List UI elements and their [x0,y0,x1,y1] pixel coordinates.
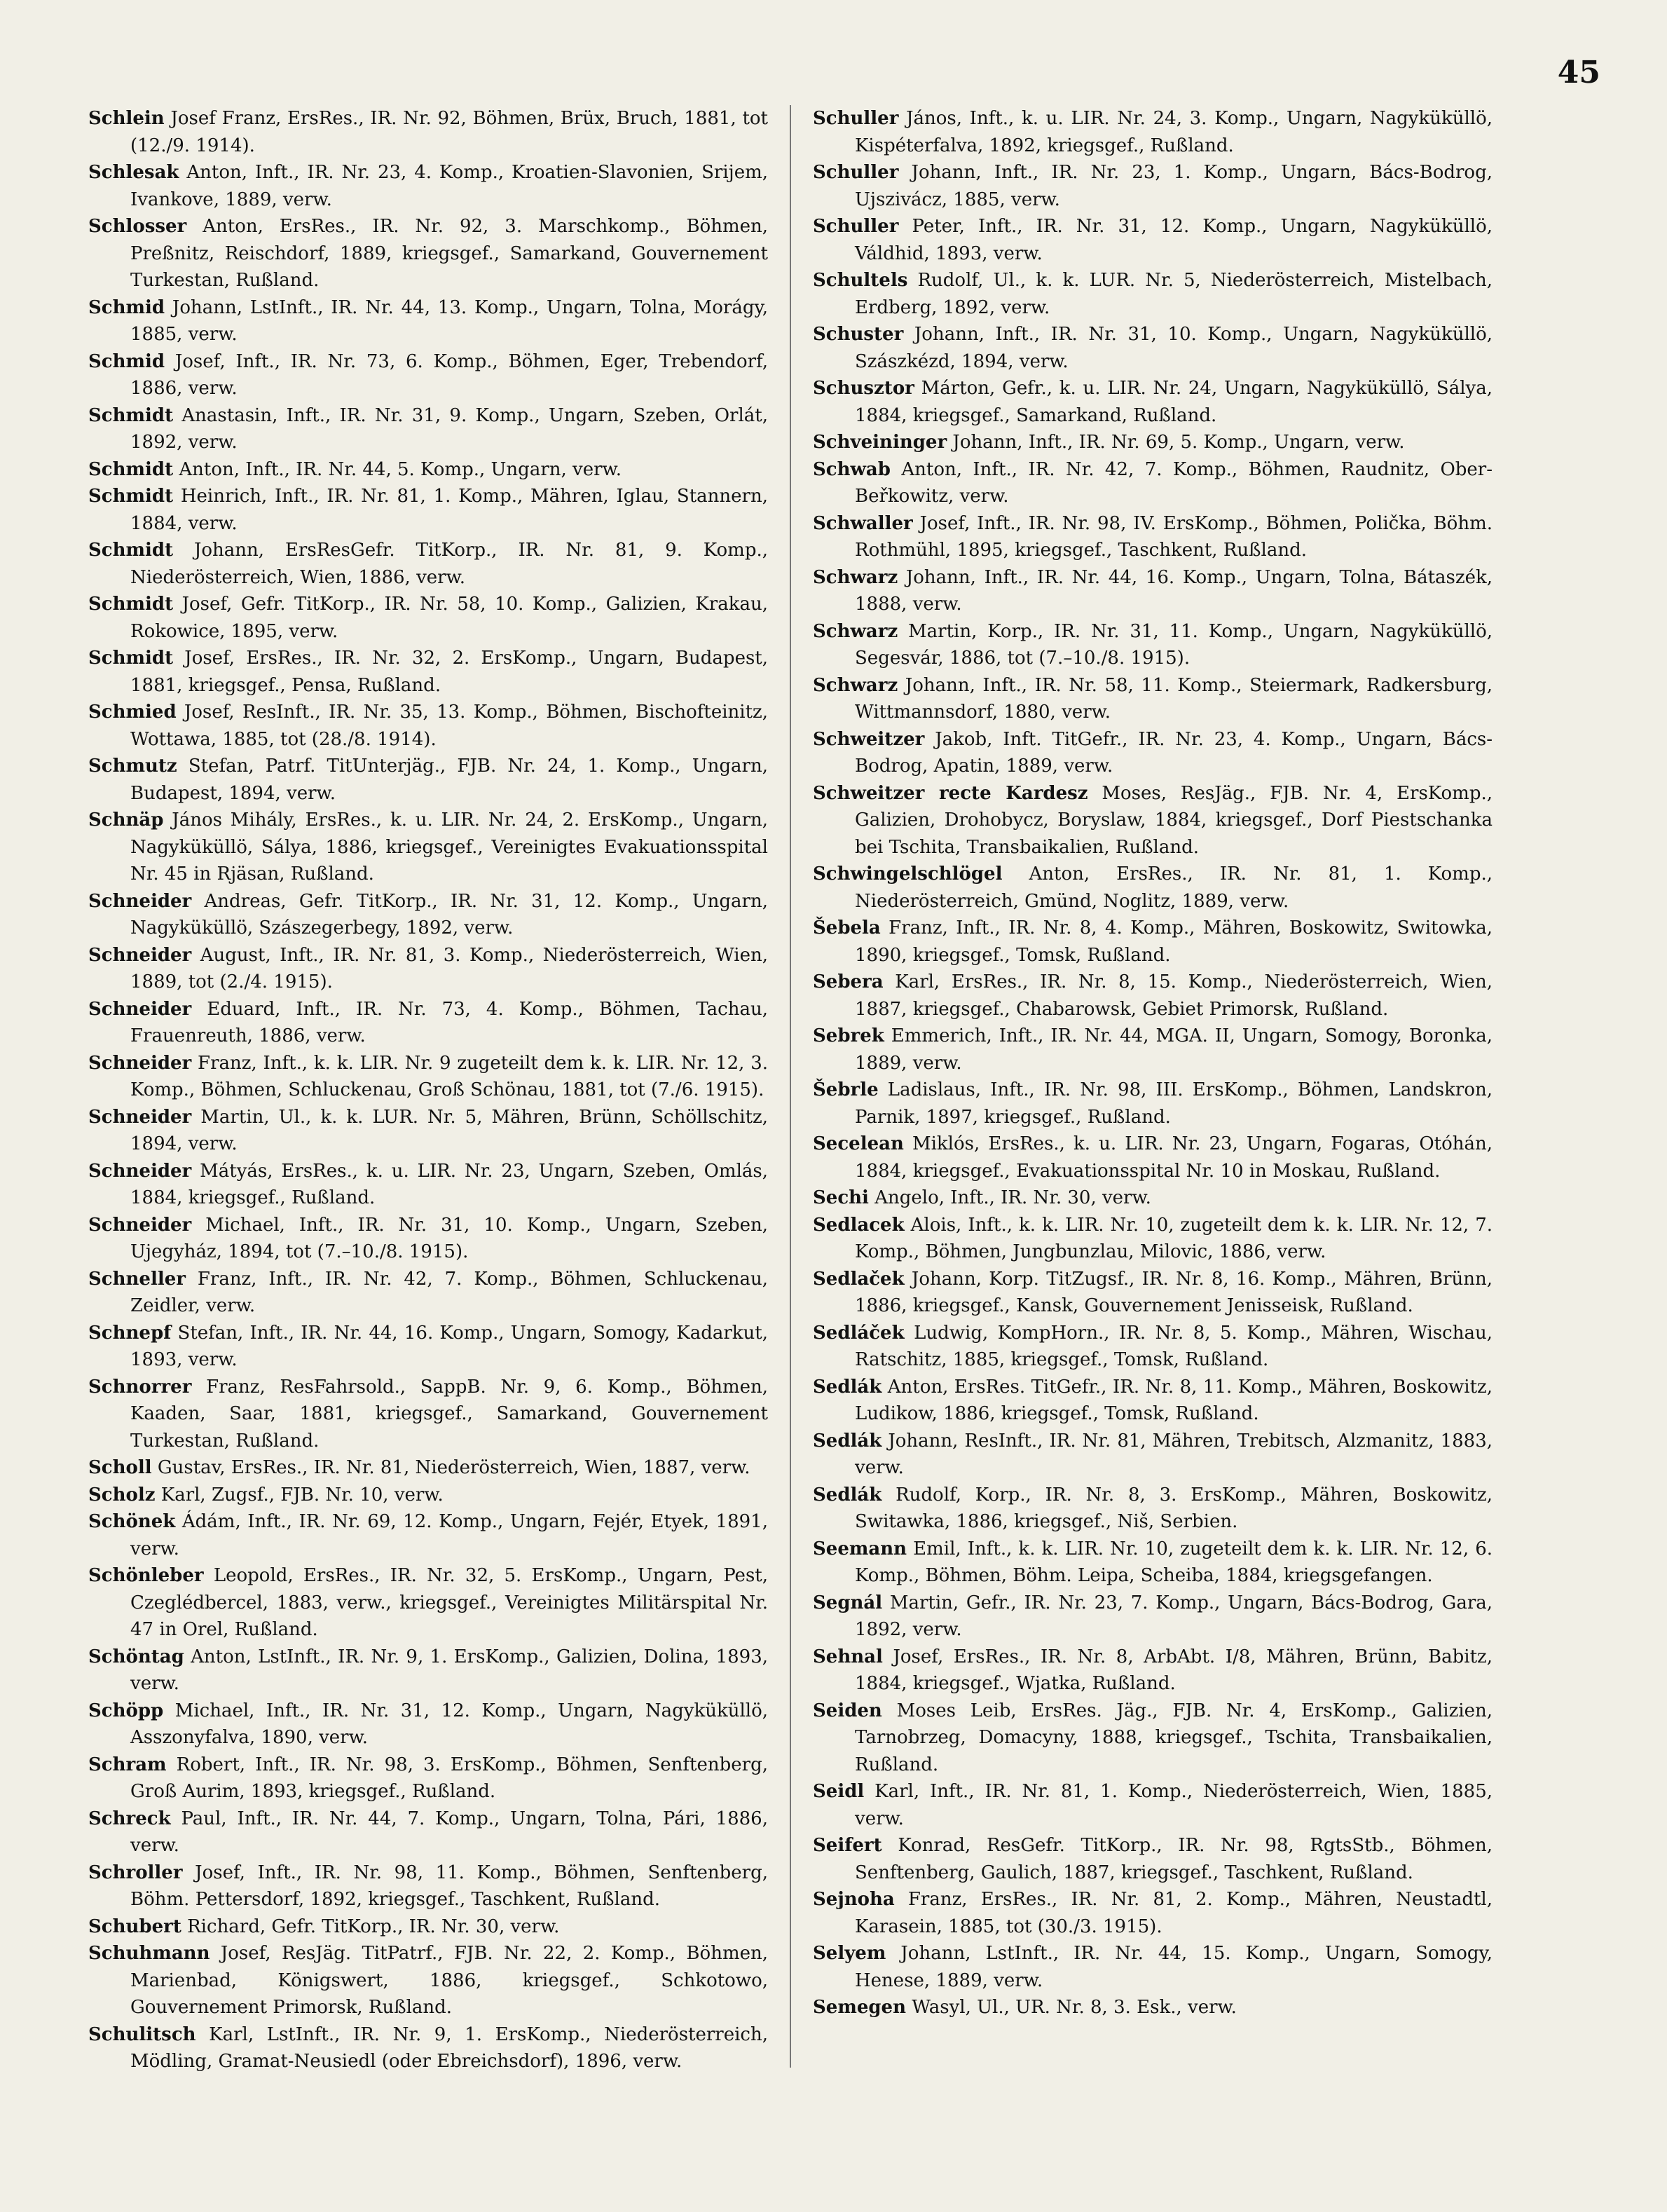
entry-surname: Sebera [813,971,884,992]
register-entry [88,537,768,591]
entry-surname: Sedlák [813,1484,882,1506]
entry-surname: Schnepf [88,1322,172,1344]
left-column [88,105,768,2075]
register-entry [813,429,1493,456]
entry-details: Emmerich, Inft., IR. Nr. 44, MGA. II, Ungarn, Somogy, Boronka, 1889, verw. [855,1025,1493,1074]
entry-surname: Schlosser [88,216,187,237]
register-entry [88,1644,768,1698]
entry-details: Anton, Inft., IR. Nr. 42, 7. Komp., Böhmen, Raudnitz, Ober-Beřkowitz, verw. [855,458,1493,507]
register-entry [813,1374,1493,1428]
entry-details: Gustav, ErsRes., IR. Nr. 81, Niederösterreich, Wien, 1887, verw. [157,1457,750,1478]
entry-surname: Schmidt [88,648,174,669]
register-entry [88,1805,768,1859]
entry-details: Josef, ErsRes., IR. Nr. 32, 2. ErsKomp., Ungarn, Budapest, 1881, kriegsgef., Pensa, Rußland. [130,648,769,696]
register-entry [813,1184,1493,1212]
register-entry [88,888,768,942]
entry-details: Heinrich, Inft., IR. Nr. 81, 1. Komp., Mähren, Iglau, Stannern, 1884, verw. [130,486,768,534]
entry-details: Michael, Inft., IR. Nr. 31, 12. Komp., Ungarn, Nagyküküllö, Asszonyfalva, 1890, verw. [130,1700,768,1748]
entry-surname: Schneller [88,1268,186,1290]
entry-surname: Schusztor [813,378,914,399]
entry-details: Ádám, Inft., IR. Nr. 69, 12. Komp., Ungarn, Fejér, Etyek, 1891, verw. [130,1511,768,1559]
register-entry [88,1698,768,1752]
register-entry [88,213,768,294]
register-entry [813,213,1493,267]
entry-surname: Sejnoha [813,1889,895,1910]
entry-details: Alois, Inft., k. k. LIR. Nr. 10, zugeteilt dem k. k. LIR. Nr. 12, 7. Komp., Böhmen, Jungbunzlau, Milovic, 1886, verw. [855,1214,1493,1262]
entry-details: Josef, ResJäg. TitPatrf., FJB. Nr. 22, 2. Komp., Böhmen, Marienbad, Königswert, 1886, kriegsgef., Schkotowo, Gouvernement Primorsk, Rußland. [130,1943,768,2018]
entry-surname: Schmidt [88,404,174,426]
entry-surname: Schwarz [813,620,898,642]
entry-details: Anton, Inft., IR. Nr. 44, 5. Komp., Ungarn, verw. [179,458,622,480]
register-entry [88,1374,768,1455]
entry-surname: Schmid [88,350,165,372]
entry-surname: Schultels [813,270,908,291]
entry-details: Johann, Inft., IR. Nr. 23, 1. Komp., Ungarn, Bács-Bodrog, Ujszivácz, 1885, verw. [855,162,1493,210]
entry-details: Robert, Inft., IR. Nr. 98, 3. ErsKomp., Böhmen, Senftenberg, Groß Aurim, 1893, kriegsgef., Rußland. [130,1754,769,1802]
entry-surname: Schuller [813,216,899,237]
entry-details: Konrad, ResGefr. TitKorp., IR. Nr. 98, RgtsStb., Böhmen, Senftenberg, Gaulich, 1887, kriegsgef., Taschkent, Rußland. [855,1835,1493,1883]
entry-details: Johann, Inft., IR. Nr. 69, 5. Komp., Ungarn, verw. [952,432,1405,453]
entry-details: Josef, Inft., IR. Nr. 98, IV. ErsKomp., Böhmen, Polička, Böhm. Rothmühl, 1895, kriegsgef., Taschkent, Rußland. [855,512,1493,561]
register-entry [88,105,768,159]
entry-details: Josef, Gefr. TitKorp., IR. Nr. 58, 10. Komp., Galizien, Krakau, Rokowice, 1895, verw. [130,594,769,642]
entry-details: Johann, LstInft., IR. Nr. 44, 13. Komp., Ungarn, Tolna, Morágy, 1885, verw. [130,296,769,345]
entry-surname: Seidl [813,1781,865,1802]
entry-details: Anton, Inft., IR. Nr. 23, 4. Komp., Kroatien-Slavonien, Srijem, Ivankove, 1889, verw. [130,162,769,210]
entry-details: Emil, Inft., k. k. LIR. Nr. 10, zugeteilt dem k. k. LIR. Nr. 12, 6. Komp., Böhmen, Böhm. Leipa, Scheiba, 1884, kriegsgefangen. [855,1538,1493,1586]
entry-surname: Schlesak [88,162,179,183]
register-entry [813,1428,1493,1482]
register-entry [88,699,768,753]
right-column [813,105,1493,2021]
entry-surname: Schnäp [88,810,164,831]
register-entry [813,1212,1493,1266]
entry-surname: Schmidt [88,458,174,480]
register-entry [88,1940,768,2021]
entry-details: Josef, ResInft., IR. Nr. 35, 13. Komp., Böhmen, Bischofteinitz, Wottawa, 1885, tot (28./8. 1914). [130,702,769,750]
entry-details: Ludwig, KompHorn., IR. Nr. 8, 5. Komp., Mähren, Wischau, Ratschitz, 1885, kriegsgef., Tomsk, Rußland. [855,1322,1493,1370]
entry-details: Franz, Inft., IR. Nr. 8, 4. Komp., Mähren, Boskowitz, Switowka, 1890, kriegsgef., Tomsk, Rußland. [855,917,1493,966]
register-entry [88,1482,768,1509]
register-entry [813,1698,1493,1779]
entry-surname: Selyem [813,1943,886,1964]
entry-surname: Schneider [88,890,192,912]
register-entry [813,1023,1493,1077]
register-entry [88,483,768,537]
entry-details: Johann, ErsResGefr. TitKorp., IR. Nr. 81, 9. Komp., Niederösterreich, Wien, 1886, verw. [130,540,769,588]
entry-surname: Scholl [88,1457,152,1478]
entry-surname: Sedlák [813,1376,882,1398]
entry-surname: Schulitsch [88,2023,196,2045]
entry-details: Johann, Inft., IR. Nr. 31, 10. Komp., Ungarn, Nagyküküllö, Szászkézd, 1894, verw. [855,324,1493,372]
entry-surname: Schneider [88,1052,192,1074]
entry-surname: Schneider [88,944,192,966]
entry-details: Franz, Inft., IR. Nr. 42, 7. Komp., Böhmen, Schluckenau, Zeidler, verw. [130,1268,768,1316]
entry-details: Franz, Inft., k. k. LIR. Nr. 9 zugeteilt dem k. k. LIR. Nr. 12, 3. Komp., Böhmen, Schluckenau, Groß Schönau, 1881, tot (7./6. 1915). [130,1052,768,1100]
register-entry [813,969,1493,1023]
entry-details: Johann, ResInft., IR. Nr. 81, Mähren, Trebitsch, Alzmanitz, 1883, verw. [855,1430,1493,1478]
register-entry [88,996,768,1050]
entry-surname: Schmid [88,296,165,318]
register-entry [88,1104,768,1158]
entry-surname: Schöntag [88,1646,184,1667]
entry-details: Josef Franz, ErsRes., IR. Nr. 92, Böhmen, Brüx, Bruch, 1881, tot (12./9. 1914). [130,108,769,156]
register-entry [88,1266,768,1320]
register-entry [88,1320,768,1374]
entry-details: Josef, Inft., IR. Nr. 98, 11. Komp., Böhmen, Senftenberg, Böhm. Pettersdorf, 1892, kriegsgef., Taschkent, Rußland. [130,1862,769,1910]
entry-surname: Schmied [88,702,177,723]
entry-surname: Sedlaček [813,1268,905,1290]
register-entry [813,1590,1493,1644]
register-entry [88,1050,768,1104]
entry-details: Karl, LstInft., IR. Nr. 9, 1. ErsKomp., Niederösterreich, Mödling, Gramat-Neusiedl (oder Ebreichsdorf), 1896, verw. [130,2023,768,2072]
entry-details: Johann, Inft., IR. Nr. 44, 16. Komp., Ungarn, Tolna, Bátaszék, 1888, verw. [855,566,1493,615]
register-entry [88,942,768,996]
register-entry [813,267,1493,321]
entry-details: Stefan, Patrf. TitUnterjäg., FJB. Nr. 24, 1. Komp., Ungarn, Budapest, 1894, verw. [130,756,768,804]
entry-surname: Schwarz [813,566,898,588]
register-entry [813,1482,1493,1536]
entry-surname: Schwarz [813,674,898,696]
register-entry [813,1832,1493,1886]
entry-surname: Schveininger [813,432,947,453]
register-entry [88,1212,768,1266]
register-entry [88,1859,768,1913]
entry-surname: Segnál [813,1592,883,1613]
entry-details: Karl, Zugsf., FJB. Nr. 10, verw. [160,1484,444,1506]
register-entry [813,1644,1493,1698]
entry-details: Josef, ErsRes., IR. Nr. 8, ArbAbt. I/8, Mähren, Brünn, Babitz, 1884, kriegsgef., Wjatka, Rußland. [855,1646,1493,1694]
entry-details: Karl, Inft., IR. Nr. 81, 1. Komp., Niederösterreich, Wien, 1885, verw. [855,1781,1493,1829]
register-entry [813,1994,1493,2021]
register-entry [88,807,768,888]
entry-details: Andreas, Gefr. TitKorp., IR. Nr. 31, 12. Komp., Ungarn, Nagyküküllö, Szászegerbegy, 1892, verw. [130,890,768,938]
entry-details: Peter, Inft., IR. Nr. 31, 12. Komp., Ungarn, Nagyküküllö, Váldhid, 1893, verw. [855,216,1493,264]
entry-details: Franz, ResFahrsold., SappB. Nr. 9, 6. Komp., Böhmen, Kaaden, Saar, 1881, kriegsgef., Samarkand, Gouvernement Turkestan, Rußland. [130,1376,768,1452]
register-entry [813,1077,1493,1131]
entry-surname: Schuller [813,108,899,129]
register-entry [813,159,1493,213]
entry-surname: Šebela [813,917,881,938]
entry-surname: Seemann [813,1538,907,1559]
entry-details: Moses, ResJäg., FJB. Nr. 4, ErsKomp., Galizien, Drohobycz, Boryslaw, 1884, kriegsgef., Dorf Piestschanka bei Tschita, Transbaikalien, Rußland. [855,782,1493,858]
register-entry [88,2021,768,2075]
entry-surname: Schwab [813,458,891,480]
entry-details: Ladislaus, Inft., IR. Nr. 98, III. ErsKomp., Böhmen, Landskron, Parnik, 1897, kriegsgef., Rußland. [855,1079,1493,1128]
entry-details: Anton, ErsRes., IR. Nr. 92, 3. Marschkomp., Böhmen, Preßnitz, Reischdorf, 1889, kriegsgef., Samarkand, Gouvernement Turkestan, Rußland. [130,216,769,291]
page-number: 45 [1557,55,1600,90]
entry-details: Karl, ErsRes., IR. Nr. 8, 15. Komp., Niederösterreich, Wien, 1887, kriegsgef., Chabarowsk, Gebiet Primorsk, Rußland. [855,971,1493,1020]
register-entry [88,753,768,807]
entry-details: Richard, Gefr. TitKorp., IR. Nr. 30, verw. [187,1916,560,1937]
entry-details: Rudolf, Ul., k. k. LUR. Nr. 5, Niederösterreich, Mistelbach, Erdberg, 1892, verw. [855,270,1493,318]
register-entry [813,1320,1493,1374]
entry-details: János, Inft., k. u. LIR. Nr. 24, 3. Komp., Ungarn, Nagyküküllö, Kispéterfalva, 1892, kriegsgef., Rußland. [855,108,1493,156]
register-entry [88,1752,768,1805]
entry-details: Johann, Korp. TitZugsf., IR. Nr. 8, 16. Komp., Mähren, Brünn, 1886, kriegsgef., Kansk, Gouvernement Jenisseisk, Rußland. [855,1268,1493,1316]
entry-details: János Mihály, ErsRes., k. u. LIR. Nr. 24, 2. ErsKomp., Ungarn, Nagyküküllö, Sálya, 1886, kriegsgef., Vereinigtes Evakuationsspital Nr. 45 in Rjäsan, Rußland. [130,810,769,885]
entry-details: Leopold, ErsRes., IR. Nr. 32, 5. ErsKomp., Ungarn, Pest, Czeglédbercel, 1883, verw., kriegsgef., Vereinigtes Militärspital Nr. 47 in Orel, Rußland. [130,1565,768,1640]
entry-surname: Seiden [813,1700,882,1721]
entry-surname: Schöpp [88,1700,164,1721]
entry-surname: Schuller [813,162,899,183]
entry-surname: Schneider [88,998,192,1020]
register-entry [813,861,1493,915]
register-entry [813,1536,1493,1590]
register-entry [813,321,1493,375]
register-entry [813,1131,1493,1184]
entry-details: Miklós, ErsRes., k. u. LIR. Nr. 23, Ungarn, Fogaras, Otóhán, 1884, kriegsgef., Evakuationsspital Nr. 10 in Moskau, Rußland. [855,1133,1493,1182]
entry-details: Martin, Korp., IR. Nr. 31, 11. Komp., Ungarn, Nagyküküllö, Segesvár, 1886, tot (7.–10./8. 1915). [855,620,1493,669]
register-entry [88,402,768,456]
entry-details: Wasyl, Ul., UR. Nr. 8, 3. Esk., verw. [912,1997,1237,2018]
register-entry [88,1454,768,1482]
entry-surname: Schweitzer recte Kardesz [813,782,1088,804]
register-entry [88,645,768,699]
entry-surname: Schmidt [88,540,174,561]
entry-surname: Schneider [88,1160,192,1182]
entry-surname: Schroller [88,1862,183,1883]
entry-surname: Schuster [813,324,904,345]
entry-surname: Schönek [88,1511,176,1532]
register-entry [813,564,1493,618]
column-divider [790,105,791,2068]
register-entry [813,1940,1493,1994]
entry-surname: Schneider [88,1106,192,1128]
entry-details: Franz, ErsRes., IR. Nr. 81, 2. Komp., Mähren, Neustadtl, Karasein, 1885, tot (30./3. 1915). [855,1889,1493,1937]
register-entry [88,1508,768,1562]
entry-surname: Schmidt [88,594,174,615]
register-entry [813,780,1493,861]
entry-surname: Semegen [813,1997,906,2018]
entry-details: Mátyás, ErsRes., k. u. LIR. Nr. 23, Ungarn, Szeben, Omlás, 1884, kriegsgef., Rußland. [130,1160,769,1208]
entry-details: Michael, Inft., IR. Nr. 31, 10. Komp., Ungarn, Szeben, Ujegyház, 1894, tot (7.–10./8. 1915). [130,1214,768,1262]
entry-surname: Schmidt [88,486,174,507]
entry-surname: Schram [88,1754,167,1775]
register-entry [88,1158,768,1212]
entry-surname: Schwingelschlögel [813,863,1003,885]
entry-details: Stefan, Inft., IR. Nr. 44, 16. Komp., Ungarn, Somogy, Kadarkut, 1893, verw. [130,1322,769,1370]
entry-surname: Sedlák [813,1430,882,1452]
entry-surname: Scholz [88,1484,156,1506]
entry-details: Josef, Inft., IR. Nr. 73, 6. Komp., Böhmen, Eger, Trebendorf, 1886, verw. [130,350,768,399]
register-entry [88,159,768,213]
entry-surname: Sehnal [813,1646,883,1667]
entry-surname: Schönleber [88,1565,204,1586]
entry-details: Jakob, Inft. TitGefr., IR. Nr. 23, 4. Komp., Ungarn, Bács-Bodrog, Apatin, 1889, verw. [855,728,1493,777]
entry-surname: Sedláček [813,1322,905,1344]
entry-surname: Schmutz [88,756,177,777]
register-entry [88,294,768,348]
entry-surname: Schuhmann [88,1943,210,1964]
entry-surname: Secelean [813,1133,904,1154]
register-entry [88,348,768,402]
entry-details: Johann, LstInft., IR. Nr. 44, 15. Komp., Ungarn, Somogy, Henese, 1889, verw. [855,1943,1493,1991]
entry-details: Moses Leib, ErsRes. Jäg., FJB. Nr. 4, ErsKomp., Galizien, Tarnobrzeg, Domacyny, 1888, kriegsgef., Tschita, Transbaikalien, Rußland. [855,1700,1493,1775]
entry-details: Anastasin, Inft., IR. Nr. 31, 9. Komp., Ungarn, Szeben, Orlát, 1892, verw. [130,404,768,453]
entry-details: Eduard, Inft., IR. Nr. 73, 4. Komp., Böhmen, Tachau, Frauenreuth, 1886, verw. [130,998,769,1046]
register-entry [813,456,1493,510]
register-entry [813,672,1493,726]
entry-surname: Schwaller [813,512,913,534]
entry-details: Márton, Gefr., k. u. LIR. Nr. 24, Ungarn, Nagyküküllö, Sálya, 1884, kriegsgef., Samarkand, Rußland. [855,378,1493,426]
register-entry [88,1562,768,1644]
register-entry [813,1886,1493,1940]
entry-surname: Sechi [813,1187,869,1208]
register-entry [813,726,1493,780]
entry-surname: Sedlacek [813,1214,905,1236]
entry-surname: Schneider [88,1214,192,1236]
entry-details: Rudolf, Korp., IR. Nr. 8, 3. ErsKomp., Mähren, Boskowitz, Switawka, 1886, kriegsgef., Niš, Serbien. [855,1484,1493,1532]
register-entry [813,1778,1493,1832]
register-entry [813,510,1493,564]
entry-surname: Schnorrer [88,1376,192,1398]
entry-details: Angelo, Inft., IR. Nr. 30, verw. [874,1187,1151,1208]
entry-details: Martin, Gefr., IR. Nr. 23, 7. Komp., Ungarn, Bács-Bodrog, Gara, 1892, verw. [855,1592,1493,1640]
register-entry [813,1266,1493,1320]
register-entry [813,618,1493,672]
register-entry [813,915,1493,969]
entry-details: August, Inft., IR. Nr. 81, 3. Komp., Niederösterreich, Wien, 1889, tot (2./4. 1915). [130,944,768,992]
entry-surname: Sebrek [813,1025,884,1046]
entry-surname: Šebrle [813,1079,879,1100]
entry-surname: Schlein [88,108,165,129]
register-entry [88,591,768,645]
entry-details: Anton, LstInft., IR. Nr. 9, 1. ErsKomp., Galizien, Dolina, 1893, verw. [130,1646,769,1694]
entry-details: Anton, ErsRes. TitGefr., IR. Nr. 8, 11. Komp., Mähren, Boskowitz, Ludikow, 1886, kriegsgef., Tomsk, Rußland. [855,1376,1493,1424]
entry-details: Anton, ErsRes., IR. Nr. 81, 1. Komp., Niederösterreich, Gmünd, Noglitz, 1889, verw. [855,863,1493,912]
entry-surname: Schreck [88,1808,171,1829]
register-entry [88,1913,768,1941]
entry-surname: Schubert [88,1916,181,1937]
register-entry [88,456,768,484]
entry-details: Martin, Ul., k. k. LUR. Nr. 5, Mähren, Brünn, Schöllschitz, 1894, verw. [130,1106,769,1154]
register-entry [813,105,1493,159]
entry-surname: Schweitzer [813,728,925,750]
entry-details: Paul, Inft., IR. Nr. 44, 7. Komp., Ungarn, Tolna, Pári, 1886, verw. [130,1808,768,1856]
entry-details: Johann, Inft., IR. Nr. 58, 11. Komp., Steiermark, Radkersburg, Wittmannsdorf, 1880, verw. [855,674,1493,723]
register-entry [813,375,1493,429]
entry-surname: Seifert [813,1835,882,1856]
